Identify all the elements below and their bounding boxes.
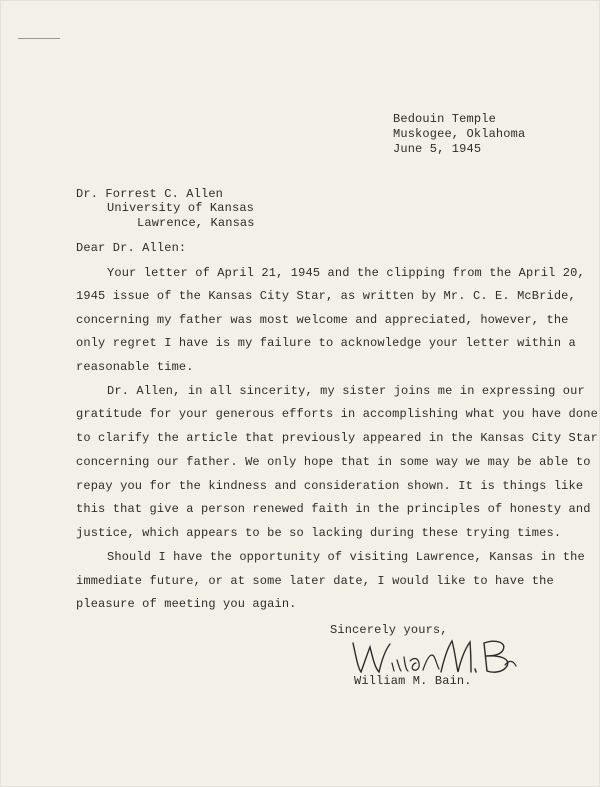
paragraph-2-line-7: justice, which appears to be so lacking during these trying times. (76, 526, 562, 540)
paragraph-2-line-2: gratitude for your generous efforts in accomplishing what you have done (76, 407, 598, 421)
paragraph-2-line-5: repay you for the kindness and consideration shown. It is things like (76, 479, 584, 493)
return-address-line-2: Muskogee, Oklahoma (393, 127, 526, 141)
paragraph-2-line-1: Dr. Allen, in all sincerity, my sister joins me in expressing our (107, 384, 585, 398)
paragraph-1-line-4: only regret I have is my failure to acknowledge your letter within a (76, 336, 576, 350)
paragraph-3-line-2: immediate future, or at some later date, I would like to have the (76, 574, 554, 588)
paragraph-3-line-1: Should I have the opportunity of visiting Lawrence, Kansas in the (107, 550, 585, 564)
recipient-name: Dr. Forrest C. Allen (76, 187, 224, 201)
closing: Sincerely yours, (330, 623, 448, 637)
date-line: June 5, 1945 (393, 142, 482, 156)
paper-mark (18, 38, 60, 39)
return-address-line-1: Bedouin Temple (393, 112, 496, 126)
paragraph-2-line-3: to clarify the article that previously appeared in the Kansas City Star (76, 431, 598, 445)
recipient-city: Lawrence, Kansas (137, 216, 255, 230)
paragraph-1-line-1: Your letter of April 21, 1945 and the clipping from the April 20, (107, 266, 585, 280)
paragraph-2-line-6: this that give a person renewed faith in the principles of honesty and (76, 502, 591, 516)
signer-name: William M. Bain. (354, 674, 472, 688)
handwritten-signature (345, 637, 520, 679)
paragraph-3-line-3: pleasure of meeting you again. (76, 597, 297, 611)
paragraph-1-line-3: concerning my father was most welcome and appreciated, however, the (76, 313, 569, 327)
paragraph-1-line-2: 1945 issue of the Kansas City Star, as written by Mr. C. E. McBride, (76, 289, 576, 303)
paragraph-1-line-5: reasonable time. (76, 360, 194, 374)
paragraph-2-line-4: concerning our father. We only hope that in some way we may be able to (76, 455, 591, 469)
recipient-institution: University of Kansas (107, 201, 255, 215)
salutation: Dear Dr. Allen: (76, 241, 187, 255)
